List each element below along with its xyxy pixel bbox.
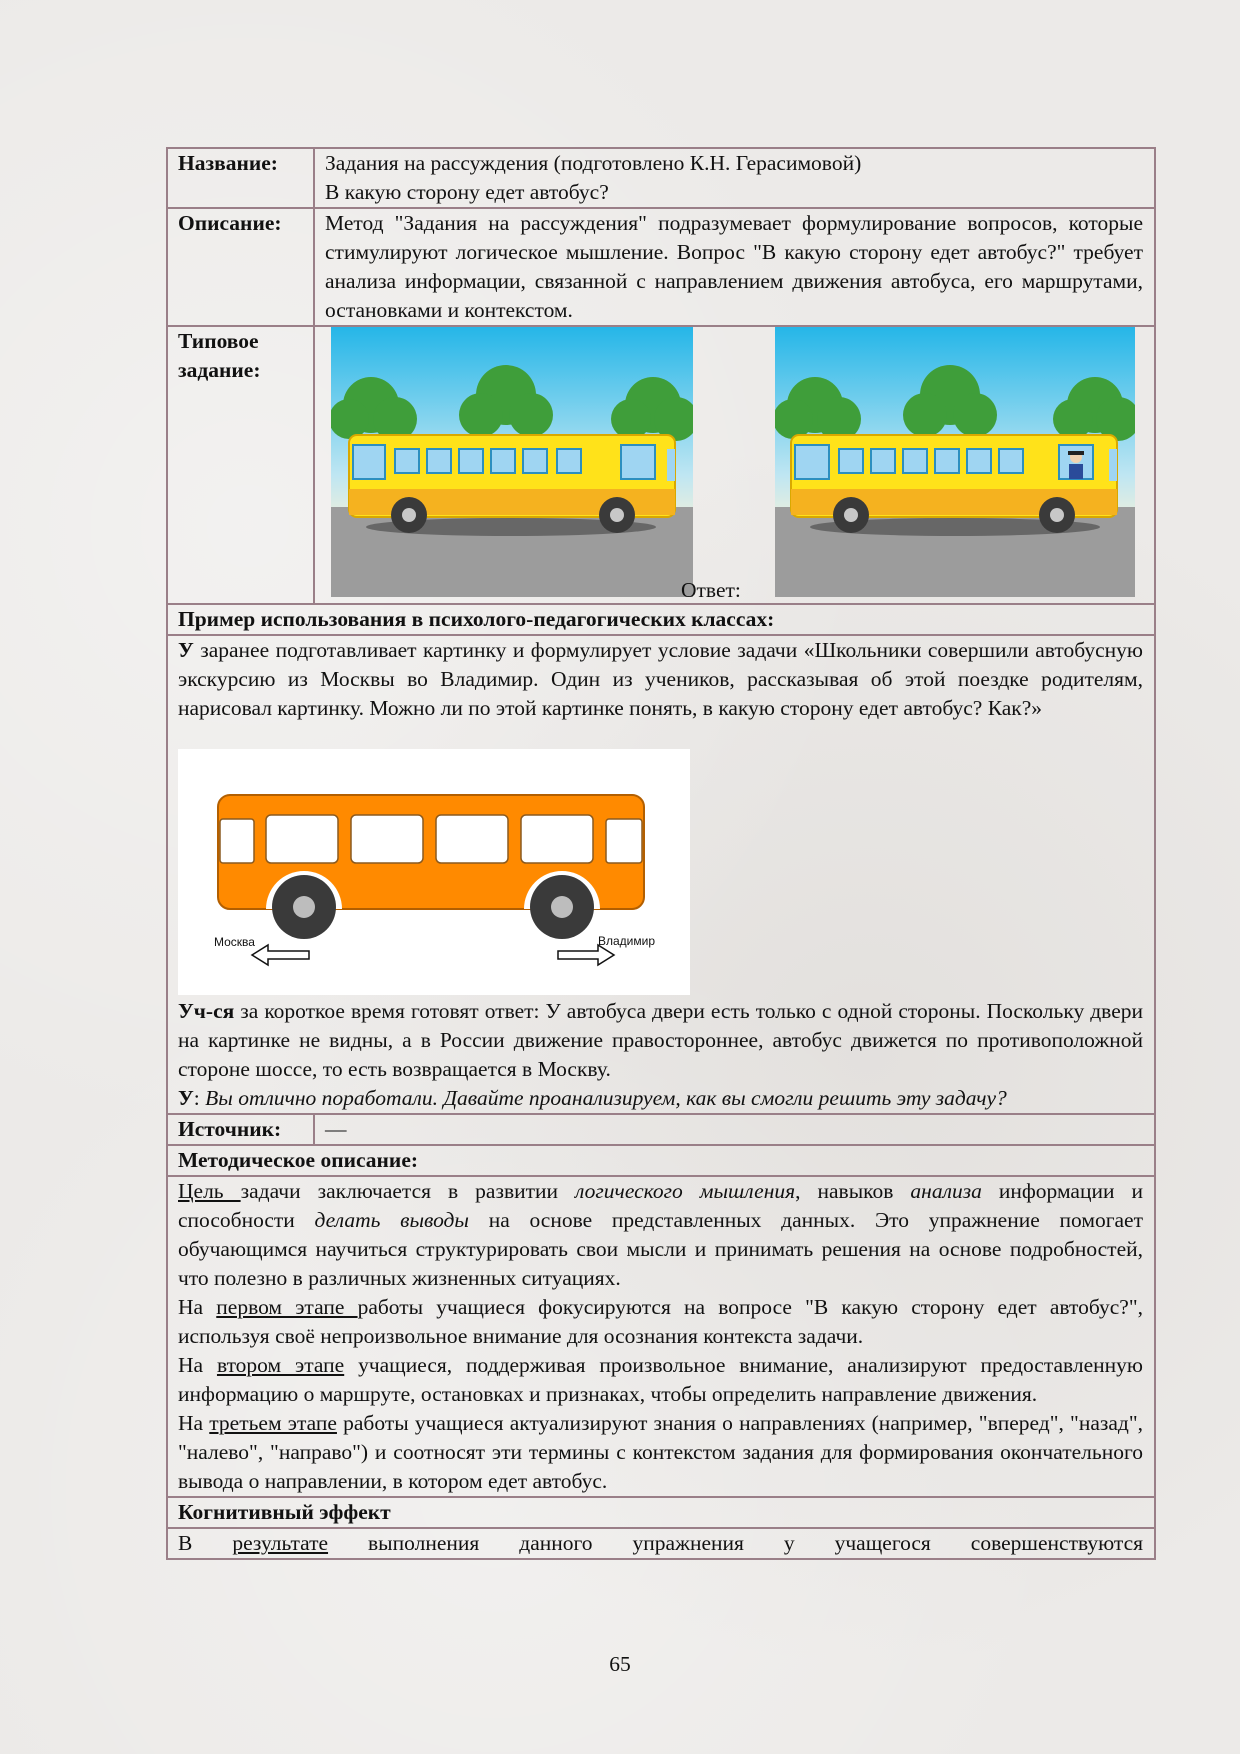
third-stage: третьем этапе <box>209 1411 337 1435</box>
students-answer <box>178 997 1143 1084</box>
method-p1-a: задачи заключается в развитии <box>240 1179 576 1203</box>
method-p2-a: На <box>178 1295 217 1319</box>
vladimir-label: Владимир <box>598 934 656 948</box>
answer-label: Ответ: <box>681 578 741 602</box>
first-stage: первом этапе <box>216 1295 358 1319</box>
cognitive-row <box>167 1528 1155 1559</box>
source-label: Источник: <box>167 1114 314 1145</box>
method-p1-i3: делать выводы <box>314 1208 469 1232</box>
teacher2-colon: : <box>193 1086 206 1110</box>
method-paragraph-2 <box>178 1293 1143 1351</box>
description-label: Описание: <box>167 208 314 326</box>
method-header: Методическое описание: <box>167 1145 1155 1176</box>
cognitive-a: В <box>178 1531 233 1555</box>
second-stage: втором этапе <box>216 1353 345 1377</box>
task-question: В какую сторону едет автобус? <box>325 180 609 204</box>
bus-picture-answer <box>775 327 1135 597</box>
example-row <box>167 635 1155 1114</box>
orange-bus-picture <box>178 749 690 995</box>
typical-task-label <box>167 326 314 604</box>
description-text: Метод "Задания на рассуждения" подразумевает формулирование вопросов, которые стимулируют логическое мышление. Вопрос "В какую сторону едет автобус?" требует анализа информации, связанной с направлением движения автобуса, его маршрутами, остановками и контекстом. <box>314 208 1155 326</box>
method-p2-b: работы учащиеся фокусируются на вопросе "В какую сторону едет автобус?", используя своё непроизвольное внимание для осознания контекста задачи. <box>178 1295 1143 1348</box>
method-p3-a: На <box>178 1353 217 1377</box>
teacher2-text: Вы отлично поработали. Давайте проанализируем, как вы смогли решить эту задачу? <box>205 1086 1007 1110</box>
moscow-label: Москва <box>214 935 255 949</box>
method-paragraph-3 <box>178 1351 1143 1409</box>
typical-task-label-line2: задание: <box>178 358 261 382</box>
cognitive-body <box>167 1528 1155 1559</box>
teacher2-abbr: У <box>178 1086 194 1110</box>
teacher-statement <box>178 636 1143 723</box>
example-header-row <box>167 604 1155 635</box>
method-paragraph-4 <box>178 1409 1143 1496</box>
name-label: Название: <box>167 148 314 208</box>
method-header-row <box>167 1145 1155 1176</box>
cognitive-b: выполнения данного упражнения у учащегося совершенствуются <box>328 1531 1143 1555</box>
name-row <box>167 148 1155 208</box>
method-body <box>167 1176 1155 1497</box>
example-body <box>167 635 1155 1114</box>
cognitive-header-row <box>167 1497 1155 1528</box>
students-text: за короткое время готовят ответ: У автобуса двери есть только с одной стороны. Поскольку двери на картинке не видны, а в России движение правостороннее, автобус движется по противоположной стороне шоссе, то есть возвращается в Москву. <box>178 999 1143 1081</box>
document-table <box>166 147 1156 1560</box>
method-p1-c: информации и способности <box>178 1179 1143 1232</box>
name-value <box>314 148 1155 208</box>
teacher-text: заранее подготавливает картинку и формулирует условие задачи «Школьники совершили автобусную экскурсию из Москвы во Владимир. Один из учеников, рассказывая об этой поездке родителям, нарисовал картинку. Можно ли по этой картинке понять, в какую сторону едет автобус? Как?» <box>178 638 1143 720</box>
typical-task-label-line1: Типовое <box>178 329 259 353</box>
page-number: 65 <box>609 1652 631 1676</box>
method-p3-b: учащиеся, поддерживая произвольное внимание, анализируют предоставленную информацию о маршруте, остановках и признаках, чтобы определить направление движения. <box>178 1353 1143 1406</box>
method-p4-b: работы учащиеся актуализируют знания о направлениях (например, "вперед", "назад", "налево", "направо") и соотносят эти термины с контекстом задания для формирования окончательного вывода о направлении, в котором едет автобус. <box>178 1411 1144 1493</box>
method-paragraph-1 <box>178 1177 1143 1293</box>
task-title: Задания на рассуждения (подготовлено К.Н. Герасимовой) <box>325 151 862 175</box>
teacher-abbr: У <box>178 638 194 662</box>
example-header: Пример использования в психолого-педагогических классах: <box>167 604 1155 635</box>
students-abbr: Уч-ся <box>178 999 235 1023</box>
method-p1-i2: анализа <box>910 1179 982 1203</box>
method-p4-a: На <box>178 1411 210 1435</box>
method-p1-i1: логического мышления <box>575 1179 796 1203</box>
source-row <box>167 1114 1155 1145</box>
method-row <box>167 1176 1155 1497</box>
goal-word: Цель <box>178 1179 241 1203</box>
bus-picture-left <box>331 327 693 597</box>
teacher-conclusion <box>178 1084 1143 1113</box>
source-value: — <box>314 1114 1155 1145</box>
method-p1-b: , навыков <box>795 1179 911 1203</box>
cognitive-header: Когнитивный эффект <box>167 1497 1155 1528</box>
result-word: результате <box>232 1531 329 1555</box>
typical-task-images <box>314 326 1155 604</box>
description-row <box>167 208 1155 326</box>
typical-task-row <box>167 326 1155 604</box>
method-p1-d: на основе представленных данных. Это упражнение помогает обучающимся научиться структурировать свои мысли и принимать решения на основе подробностей, что полезно в различных жизненных ситуациях. <box>178 1208 1143 1290</box>
